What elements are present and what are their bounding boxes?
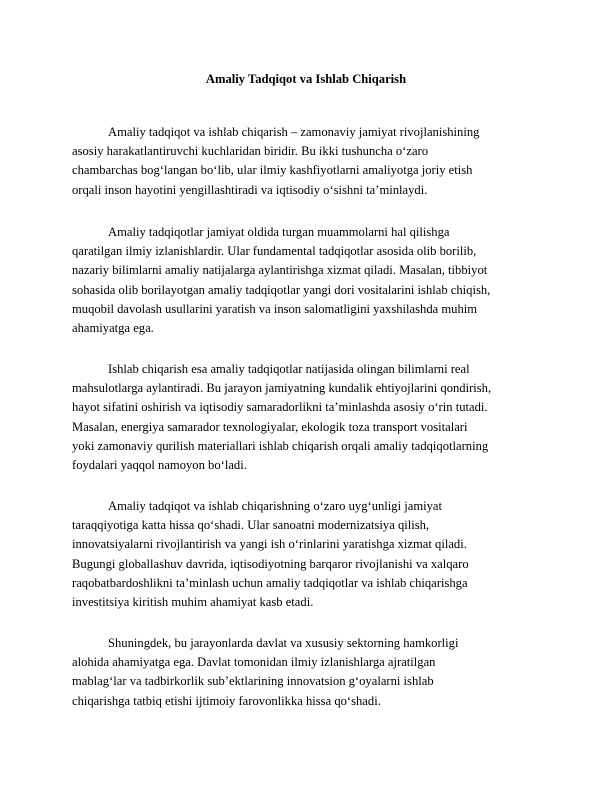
paragraph-line: Amaliy tadqiqot va ishlab chiqarish – zamonaviy jamiyat rivojlanishining [108,125,480,139]
paragraph-line: innovatsiyalarni rivojlantirish va yangi ish o‘rinlarini yaratishga xizmat qiladi. [72,537,467,552]
paragraph-line: mahsulotlarga aylantiradi. Bu jarayon jamiyatning kundalik ehtiyojlarini qondirish, [72,381,492,396]
document-title: Amaliy Tadqiqot va Ishlab Chiqarish [205,72,407,86]
paragraph-line: taraqqiyotiga katta hissa qo‘shadi. Ular sanoatni modernizatsiya qilish, [72,518,430,533]
paragraph-line: foydalari yaqqol namoyon bo‘ladi. [72,458,247,473]
paragraph-5 [72,634,552,711]
paragraph-4 [72,497,552,612]
paragraph-line: yoki zamonaviy qurilish materiallari ishlab chiqarish orqali amaliy tadqiqotlarning [72,438,489,453]
paragraph-line: hayot sifatini oshirish va iqtisodiy samaradorlikni ta’minlashda asosiy o‘rin tutadi. [72,400,488,415]
paragraph-3 [72,360,552,475]
paragraph-line: alohida ahamiyatga ega. Davlat tomonidan ilmiy izlanishlarga ajratilgan [72,655,436,670]
paragraph-line: investitsiya kiritish muhim ahamiyat kasb etadi. [72,595,314,610]
paragraph-line: orqali inson hayotini yengillashtiradi va iqtisodiy o‘sishni ta’minlaydi. [72,182,428,197]
paragraph-line: raqobatbardoshlikni ta’minlash uchun amaliy tadqiqotlar va ishlab chiqarishga [72,575,468,590]
paragraph-1 [72,123,552,200]
paragraph-line: Bugungi globallashuv davrida, iqtisodiyotning barqaror rivojlanishi va xalqaro [72,556,469,571]
paragraph-line: nazariy bilimlarni amaliy natijalarga aylantirishga xizmat qiladi. Masalan, tibbiyot [72,263,488,278]
paragraph-line: Ishlab chiqarish esa amaliy tadqiqotlar natijasida olingan bilimlarni real [108,362,470,376]
paragraph-line: chiqarishga tatbiq etishi ijtimoiy farovonlikka hissa qo‘shadi. [72,693,381,708]
paragraph-line: mablag‘lar va tadbirkorlik sub’ektlarining innovatsion g‘oyalarni ishlab [72,674,434,689]
paragraph-line: Masalan, energiya samarador texnologiyalar, ekologik toza transport vositalari [72,419,468,434]
paragraph-line: Amaliy tadqiqotlar jamiyat oldida turgan muammolarni hal qilishga [108,225,450,239]
paragraph-line: qaratilgan ilmiy izlanishlardir. Ular fundamental tadqiqotlar asosida olib borilib, [72,244,477,259]
paragraph-line: chambarchas bog‘langan bo‘lib, ular ilmiy kashfiyotlarni amaliyotga joriy etish [72,163,473,178]
paragraph-2 [72,223,552,338]
paragraph-line: Amaliy tadqiqot va ishlab chiqarishning o‘zaro uyg‘unligi jamiyat [108,499,443,513]
paragraph-line: sohasida olib borilayotgan amaliy tadqiqotlar yangi dori vositalarini ishlab chiqish, [72,282,491,297]
paragraph-line: asosiy harakatlantiruvchi kuchlaridan biridir. Bu ikki tushuncha o‘zaro [72,144,429,159]
paragraph-line: ahamiyatga ega. [72,321,154,336]
paragraph-line: muqobil davolash usullarini yaratish va inson salomatligini yaxshilashda muhim [72,301,478,316]
paragraph-line: Shuningdek, bu jarayonlarda davlat va xususiy sektorning hamkorligi [108,636,459,650]
